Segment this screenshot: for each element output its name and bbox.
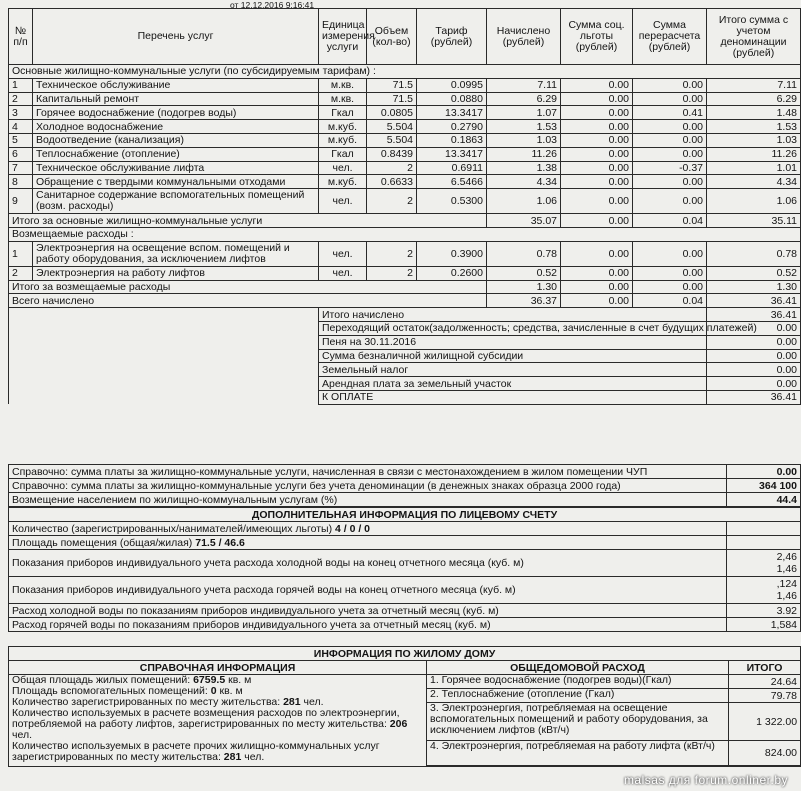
service-tariff: 0.5300 [417, 189, 487, 214]
service-total: 1.03 [707, 133, 801, 147]
summary-value: 0.00 [707, 363, 801, 377]
service-row [9, 175, 801, 189]
service-volume: 5.504 [367, 120, 417, 134]
subtotal-main-acc: 35.07 [487, 214, 561, 228]
reference-value: 364 100 [727, 479, 801, 493]
extra-title: ДОПОЛНИТЕЛЬНАЯ ИНФОРМАЦИЯ ПО ЛИЦЕВОМУ СЧЕТУ [9, 508, 801, 522]
service-recalc: 0.00 [633, 147, 707, 161]
row-number: 3 [9, 106, 33, 120]
meter-value-2: 1,46 [776, 563, 797, 575]
area-label: Площадь помещения (общая/жилая) [12, 536, 193, 549]
subtotal-main-rec: 0.04 [633, 214, 707, 228]
service-total: 6.29 [707, 92, 801, 106]
row-number: 2 [9, 266, 33, 280]
house-ref-unit: чел. [300, 696, 324, 708]
service-total: 11.26 [707, 147, 801, 161]
service-recalc: 0.00 [633, 120, 707, 134]
residents-value: 4 / 0 / 0 [335, 522, 371, 535]
service-social: 0.00 [561, 147, 633, 161]
service-unit: чел. [319, 241, 367, 266]
col-total: Итого сумма с учетом деноминации (рублей) [707, 9, 801, 65]
service-accrued: 0.52 [487, 266, 561, 280]
common-item-label: 2. Теплоснабжение (отопление (Гкал) [427, 689, 728, 703]
house-title: ИНФОРМАЦИЯ ПО ЖИЛОМУ ДОМУ [9, 647, 801, 661]
service-name: Теплоснабжение (отопление) [33, 147, 319, 161]
summary-value: 36.41 [707, 390, 801, 404]
section-title-main-row [9, 65, 801, 79]
reference-table [8, 464, 801, 507]
cold-value: 3.92 [727, 604, 801, 618]
watermark: malsas для forum.onliner.by [623, 773, 788, 787]
subtotal-reimbursable-soc: 0.00 [561, 280, 633, 294]
service-total: 1.06 [707, 189, 801, 214]
house-common-values [729, 675, 801, 767]
house-ref-line [12, 708, 423, 741]
service-volume: 0.6633 [367, 175, 417, 189]
service-name: Техническое обслуживание лифта [33, 161, 319, 175]
service-name: Обращение с твердыми коммунальными отходами [33, 175, 319, 189]
row-number: 7 [9, 161, 33, 175]
meter-values [727, 577, 801, 604]
subtotal-main-total: 35.11 [707, 214, 801, 228]
service-social: 0.00 [561, 175, 633, 189]
house-ref-info [9, 675, 427, 767]
print-date: от 12.12.2016 9:16:41 [230, 0, 315, 10]
subtotal-reimbursable-rec: 0.00 [633, 280, 707, 294]
ref-title: СПРАВОЧНАЯ ИНФОРМАЦИЯ [9, 661, 427, 675]
summary-spacer [9, 377, 319, 391]
row-number: 6 [9, 147, 33, 161]
section-title-reimbursable: Возмещаемые расходы : [9, 227, 801, 241]
subtotal-reimbursable-total: 1.30 [707, 280, 801, 294]
summary-label: К ОПЛАТЕ [319, 390, 707, 404]
common-item-value: 24.64 [729, 675, 800, 689]
summary-value: 0.00 [707, 377, 801, 391]
service-social: 0.00 [561, 189, 633, 214]
house-ref-value: 281 [223, 751, 242, 763]
service-unit: чел. [319, 189, 367, 214]
service-name: Электроэнергия на освещение вспом. помещений и работу оборудования, за исключением лифтов [33, 241, 319, 266]
service-unit: м.кв. [319, 78, 367, 92]
grand-total [9, 294, 801, 308]
service-accrued: 4.34 [487, 175, 561, 189]
service-social: 0.00 [561, 78, 633, 92]
reference-value: 44.4 [727, 493, 801, 507]
summary-row [9, 363, 801, 377]
receipt-page [4, 0, 798, 791]
service-recalc: 0.00 [633, 189, 707, 214]
service-volume: 0.0805 [367, 106, 417, 120]
area-empty [727, 536, 801, 550]
house-common-list [427, 675, 729, 767]
reference-label: Справочно: сумма платы за жилищно-коммунальные услуги без учета деноминации (в денежных знаках образца 2000 года) [9, 479, 727, 493]
house-ref-label: Площадь вспомогательных помещений: [12, 685, 211, 697]
service-unit: чел. [319, 161, 367, 175]
summary-spacer [9, 390, 319, 404]
meter-label: Показания приборов индивидуального учета расхода горячей воды на конец отчетного месяца (куб. м) [9, 577, 727, 604]
summary-row [9, 390, 801, 404]
house-header-row [9, 661, 801, 675]
service-social: 0.00 [561, 106, 633, 120]
service-social: 0.00 [561, 241, 633, 266]
service-accrued: 1.07 [487, 106, 561, 120]
service-row [9, 161, 801, 175]
service-tariff: 0.2600 [417, 266, 487, 280]
col-num: № п/п [9, 9, 33, 65]
service-recalc: 0.00 [633, 241, 707, 266]
house-ref-unit: кв. м [225, 674, 252, 686]
house-ref-label: Общая площадь жилых помещений: [12, 674, 194, 686]
summary-row [9, 321, 801, 335]
service-tariff: 0.0995 [417, 78, 487, 92]
summary-row [9, 349, 801, 363]
reference-label: Справочно: сумма платы за жилищно-коммунальные услуги, начисленная в связи с местонахождением в жилом помещении ЧУП [9, 465, 727, 479]
residents-row [9, 522, 801, 536]
service-unit: м.кв. [319, 92, 367, 106]
house-ref-unit: кв. м [216, 685, 243, 697]
residents-empty [727, 522, 801, 536]
service-accrued: 1.53 [487, 120, 561, 134]
summary-value: 0.00 [707, 321, 801, 335]
service-social: 0.00 [561, 120, 633, 134]
house-info-table [8, 646, 801, 767]
house-body-row [9, 675, 801, 767]
service-recalc: -0.37 [633, 161, 707, 175]
summary-spacer [9, 335, 319, 349]
service-unit: м.куб. [319, 120, 367, 134]
row-number: 2 [9, 92, 33, 106]
subtotal-reimbursable [9, 280, 801, 294]
service-volume: 5.504 [367, 133, 417, 147]
hot-label: Расход горячей воды по показаниям приборов индивидуального учета за отчетный месяц (куб. м) [9, 618, 727, 632]
common-item-value: 79.78 [729, 689, 800, 703]
service-volume: 71.5 [367, 92, 417, 106]
house-ref-label: Количество используемых в расчете возмещения расходов по электроэнергии, потребляемой на работу лифтов, зарегистрированных по месту жительства: [12, 707, 400, 730]
service-unit: м.куб. [319, 133, 367, 147]
house-ref-value: 206 [389, 718, 408, 730]
hot-row [9, 618, 801, 632]
service-row [9, 241, 801, 266]
col-volume: Объем (кол-во) [367, 9, 417, 65]
service-tariff: 6.5466 [417, 175, 487, 189]
summary-spacer [9, 363, 319, 377]
common-item-value: 1 322.00 [729, 703, 800, 741]
summary-spacer [9, 349, 319, 363]
service-tariff: 13.3417 [417, 106, 487, 120]
subtotal-reimbursable-acc: 1.30 [487, 280, 561, 294]
service-row [9, 78, 801, 92]
reference-row [9, 493, 801, 507]
grand-total-soc: 0.00 [561, 294, 633, 308]
service-total: 0.52 [707, 266, 801, 280]
subtotal-main [9, 214, 801, 228]
service-name: Капитальный ремонт [33, 92, 319, 106]
service-volume: 2 [367, 266, 417, 280]
summary-label: Пеня на 30.11.2016 [319, 335, 707, 349]
service-unit: Гкал [319, 147, 367, 161]
service-row [9, 147, 801, 161]
col-unit: Единица измерения услуги [319, 9, 367, 65]
service-accrued: 1.06 [487, 189, 561, 214]
row-number: 5 [9, 133, 33, 147]
house-ref-unit: чел. [12, 729, 33, 741]
service-recalc: 0.00 [633, 266, 707, 280]
meter-label: Показания приборов индивидуального учета расхода холодной воды на конец отчетного месяца (куб. м) [9, 550, 727, 577]
summary-row [9, 377, 801, 391]
service-total: 0.78 [707, 241, 801, 266]
service-accrued: 1.03 [487, 133, 561, 147]
service-tariff: 0.0880 [417, 92, 487, 106]
meter-values [727, 550, 801, 577]
service-recalc: 0.00 [633, 92, 707, 106]
col-service: Перечень услуг [33, 9, 319, 65]
service-volume: 2 [367, 161, 417, 175]
service-total: 4.34 [707, 175, 801, 189]
house-ref-line [12, 741, 423, 763]
service-total: 1.01 [707, 161, 801, 175]
service-tariff: 0.2790 [417, 120, 487, 134]
house-ref-label: Количество используемых в расчете прочих жилищно-коммунальных услуг зарегистрированных по месту жительства: [12, 740, 380, 763]
summary-spacer [9, 321, 319, 335]
col-tariff: Тариф (рублей) [417, 9, 487, 65]
meter-value-1: ,124 [776, 578, 797, 590]
service-unit: м.куб. [319, 175, 367, 189]
row-number: 1 [9, 241, 33, 266]
residents-label: Количество (зарегистрированных/нанимателей/имеющих льготы) [12, 522, 333, 535]
service-total: 7.11 [707, 78, 801, 92]
common-title: ОБЩЕДОМОВОЙ РАСХОД [427, 661, 729, 675]
reference-row [9, 479, 801, 493]
meter-row [9, 577, 801, 604]
summary-row [9, 335, 801, 349]
reference-row [9, 465, 801, 479]
service-unit: чел. [319, 266, 367, 280]
service-row [9, 133, 801, 147]
service-social: 0.00 [561, 161, 633, 175]
meter-value-1: 2,46 [776, 551, 797, 563]
summary-label: Арендная плата за земельный участок [319, 377, 707, 391]
summary-label: Земельный налог [319, 363, 707, 377]
cold-row [9, 604, 801, 618]
service-volume: 2 [367, 241, 417, 266]
area-row [9, 536, 801, 550]
subtotal-main-label: Итого за основные жилищно-коммунальные услуги [9, 214, 487, 228]
service-name: Электроэнергия на работу лифтов [33, 266, 319, 280]
house-ref-value: 0 [210, 685, 217, 697]
service-row [9, 92, 801, 106]
house-ref-value: 281 [283, 696, 301, 708]
house-ref-label: Количество зарегистрированных по месту жительства: [12, 696, 284, 708]
meter-row [9, 550, 801, 577]
charges-table [8, 8, 801, 405]
service-name: Водоотведение (канализация) [33, 133, 319, 147]
service-social: 0.00 [561, 92, 633, 106]
extra-title-row [9, 508, 801, 522]
reference-value: 0.00 [727, 465, 801, 479]
service-tariff: 0.1863 [417, 133, 487, 147]
grand-total-total: 36.41 [707, 294, 801, 308]
grand-total-label: Всего начислено [9, 294, 487, 308]
row-number: 1 [9, 78, 33, 92]
service-total: 1.53 [707, 120, 801, 134]
section-title-main: Основные жилищно-коммунальные услуги (по субсидируемым тарифам) : [9, 65, 801, 79]
service-accrued: 1.38 [487, 161, 561, 175]
service-total: 1.48 [707, 106, 801, 120]
summary-value: 0.00 [707, 335, 801, 349]
service-name: Санитарное содержание вспомогательных помещений (возм. расходы) [33, 189, 319, 214]
service-volume: 2 [367, 189, 417, 214]
service-social: 0.00 [561, 133, 633, 147]
col-accrued: Начислено (рублей) [487, 9, 561, 65]
common-item-value: 824.00 [729, 741, 800, 766]
service-row [9, 120, 801, 134]
service-name: Техническое обслуживание [33, 78, 319, 92]
service-row [9, 106, 801, 120]
service-recalc: 0.41 [633, 106, 707, 120]
grand-total-acc: 36.37 [487, 294, 561, 308]
common-item-label: 3. Электроэнергия, потребляемая на освещение вспомогательных помещений и работу оборудования, за исключением лифтов (кВт/ч) [427, 703, 728, 741]
service-recalc: 0.00 [633, 78, 707, 92]
service-recalc: 0.00 [633, 133, 707, 147]
subtotal-main-soc: 0.00 [561, 214, 633, 228]
service-recalc: 0.00 [633, 175, 707, 189]
service-name: Горячее водоснабжение (подогрев воды) [33, 106, 319, 120]
summary-value: 0.00 [707, 349, 801, 363]
section-title-reimbursable-row [9, 227, 801, 241]
extra-info-table [8, 507, 801, 632]
hot-value: 1,584 [727, 618, 801, 632]
service-tariff: 13.3417 [417, 147, 487, 161]
summary-spacer [9, 308, 319, 322]
row-number: 9 [9, 189, 33, 214]
service-row [9, 266, 801, 280]
common-item-label: 1. Горячее водоснабжение (подогрев воды)(Гкал) [427, 675, 728, 689]
service-volume: 71.5 [367, 78, 417, 92]
row-number: 8 [9, 175, 33, 189]
house-ref-unit: чел. [241, 751, 265, 763]
residents-cell [9, 522, 727, 536]
meter-value-2: 1,46 [776, 590, 797, 602]
service-name: Холодное водоснабжение [33, 120, 319, 134]
service-accrued: 7.11 [487, 78, 561, 92]
subtotal-reimbursable-label: Итого за возмещаемые расходы [9, 280, 487, 294]
service-accrued: 6.29 [487, 92, 561, 106]
common-item-label: 4. Электроэнергия, потребляемая на работу лифта (кВт/ч) [427, 741, 728, 766]
col-social: Сумма соц. льготы (рублей) [561, 9, 633, 65]
service-accrued: 11.26 [487, 147, 561, 161]
house-ref-value: 6759.5 [193, 674, 226, 686]
summary-label: Сумма безналичной жилищной субсидии [319, 349, 707, 363]
service-row [9, 189, 801, 214]
summary-label: Итого начислено [319, 308, 707, 322]
row-number: 4 [9, 120, 33, 134]
area-value: 71.5 / 46.6 [195, 536, 245, 549]
service-tariff: 0.3900 [417, 241, 487, 266]
service-volume: 0.8439 [367, 147, 417, 161]
house-title-row [9, 647, 801, 661]
service-social: 0.00 [561, 266, 633, 280]
summary-value: 36.41 [707, 308, 801, 322]
area-cell [9, 536, 727, 550]
grand-total-rec: 0.04 [633, 294, 707, 308]
cold-label: Расход холодной воды по показаниям приборов индивидуального учета за отчетный месяц (куб. м) [9, 604, 727, 618]
col-recalc: Сумма перерасчета (рублей) [633, 9, 707, 65]
service-accrued: 0.78 [487, 241, 561, 266]
summary-label: Переходящий остаток(задолженность; средства, зачисленные в счет будущих платежей) [319, 321, 707, 335]
total-title: ИТОГО [729, 661, 801, 675]
service-tariff: 0.6911 [417, 161, 487, 175]
reference-label: Возмещение населением по жилищно-коммунальным услугам (%) [9, 493, 727, 507]
service-unit: Гкал [319, 106, 367, 120]
summary-row [9, 308, 801, 322]
table-header [9, 9, 801, 65]
